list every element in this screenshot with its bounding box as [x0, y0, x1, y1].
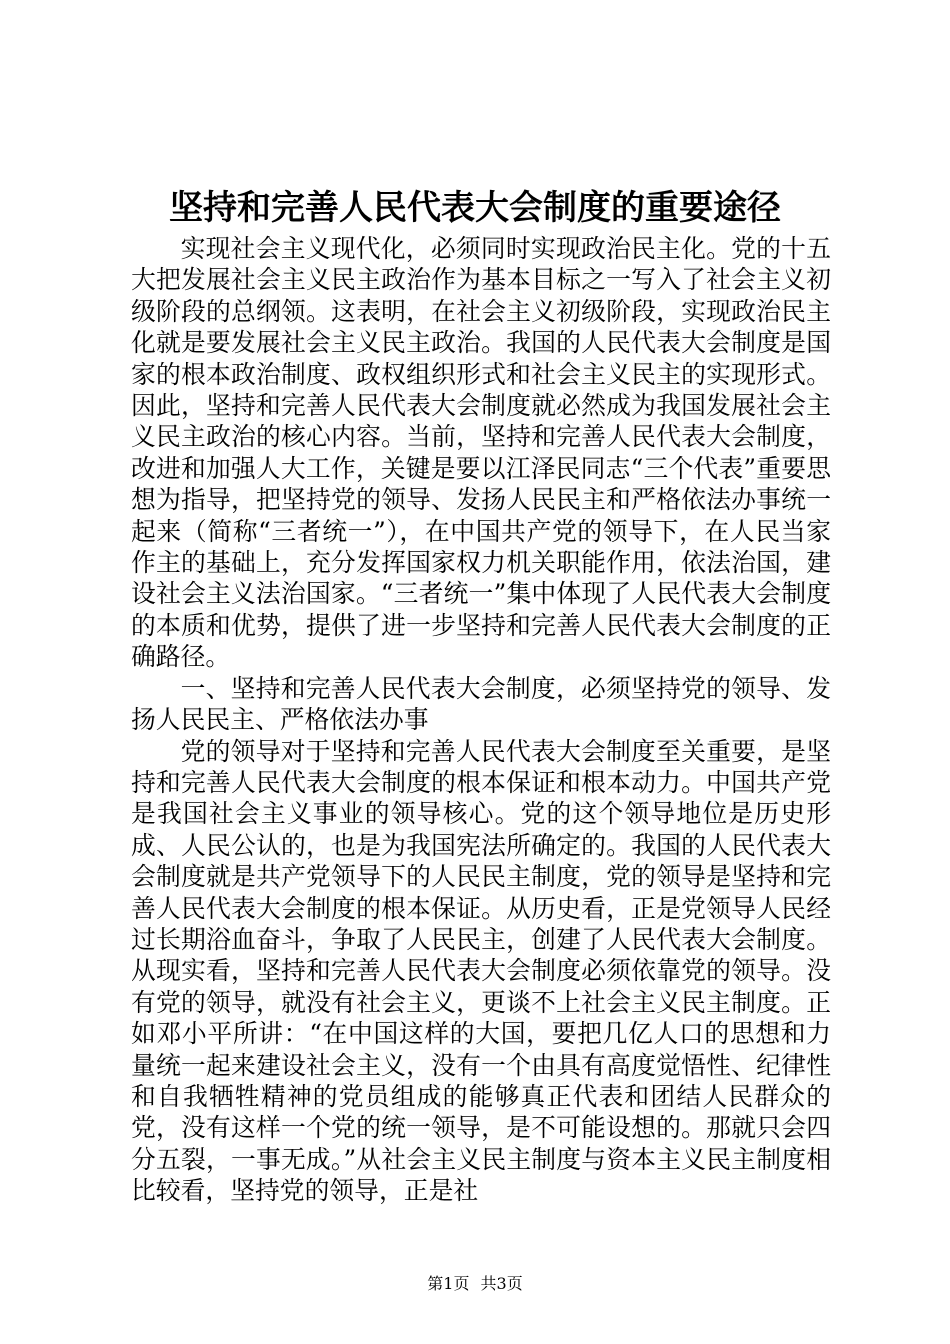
section-heading-1: 一、坚持和完善人民代表大会制度，必须坚持党的领导、发扬人民民主、严格依法办事 [131, 673, 831, 735]
page-footer [0, 1273, 950, 1295]
document-body [131, 233, 831, 1207]
paragraph-intro: 实现社会主义现代化，必须同时实现政治民主化。党的十五大把发展社会主义民主政治作为基本目标之一写入了社会主义初级阶段的总纲领。这表明，在社会主义初级阶段，实现政治民主化就是要发展社会主义民主政治。我国的人民代表大会制度是国家的根本政治制度、政权组织形式和社会主义民主的实现形式。因此，坚持和完善人民代表大会制度就必然成为我国发展社会主义民主政治的核心内容。当前，坚持和完善人民代表大会制度，改进和加强人大工作，关键是要以江泽民同志“三个代表”重要思想为指导，把坚持党的领导、发扬人民民主和严格依法办事统一起来（简称“三者统一”），在中国共产党的领导下，在人民当家作主的基础上，充分发挥国家权力机关职能作用，依法治国，建设社会主义法治国家。“三者统一”集中体现了人民代表大会制度的本质和优势，提供了进一步坚持和完善人民代表大会制度的正确路径。 [131, 234, 831, 672]
document-title: 坚持和完善人民代表大会制度的重要途径 [169, 188, 781, 228]
paragraph-party-leadership: 党的领导对于坚持和完善人民代表大会制度至关重要，是坚持和完善人民代表大会制度的根本保证和根本动力。中国共产党是我国社会主义事业的领导核心。党的这个领导地位是历史形成、人民公认的，也是为我国宪法所确定的。我国的人民代表大会制度就是共产党领导下的人民民主制度，党的领导是坚持和完善人民代表大会制度的根本保证。从历史看，正是党领导人民经过长期浴血奋斗，争取了人民民主，创建了人民代表大会制度。从现实看，坚持和完善人民代表大会制度必须依靠党的领导。没有党的领导，就没有社会主义，更谈不上社会主义民主制度。正如邓小平所讲：“在中国这样的大国，要把几亿人口的思想和力量统一起来建设社会主义，没有一个由具有高度觉悟性、纪律性和自我牺牲精神的党员组成的能够真正代表和团结人民群众的党，没有这样一个党的统一领导，是不可能设想的。那就只会四分五裂，一事无成。”从社会主义民主制度与资本主义民主制度相比较看，坚持党的领导，正是社 [131, 736, 831, 1206]
page-number: 第1页 [427, 1274, 470, 1293]
page-total: 共3页 [480, 1274, 523, 1293]
